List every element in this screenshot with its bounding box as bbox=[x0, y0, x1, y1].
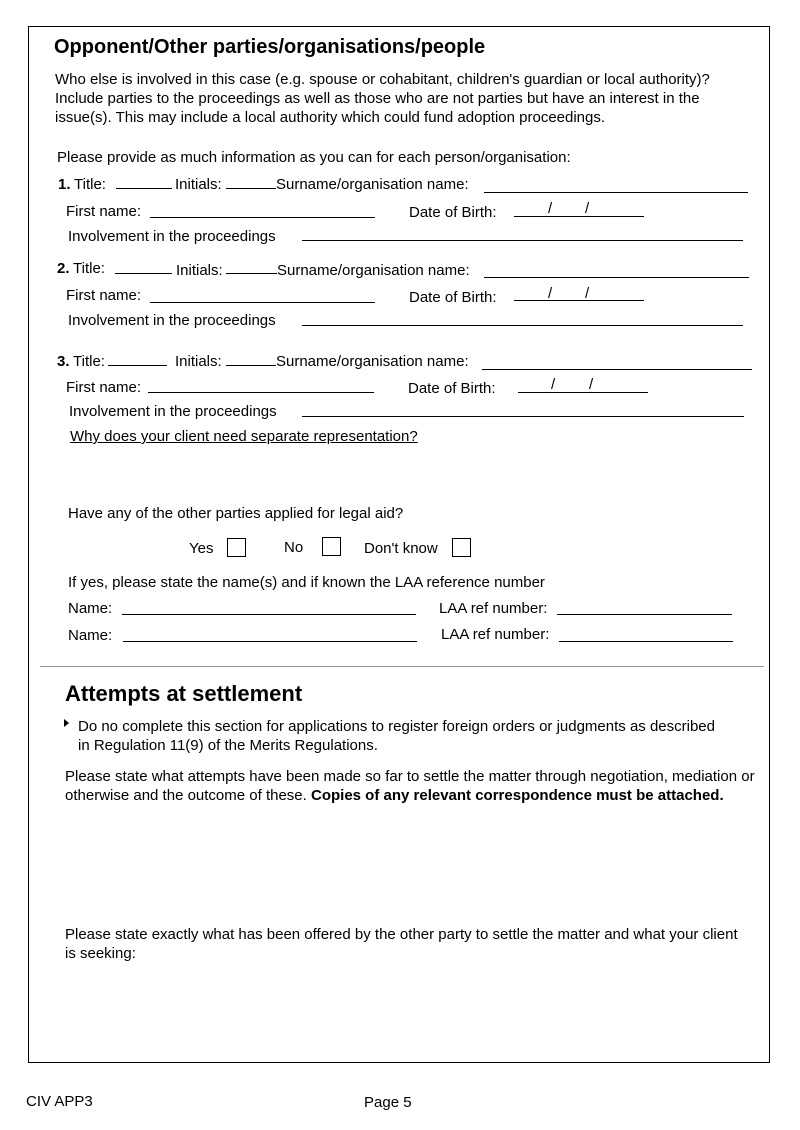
title-field[interactable] bbox=[115, 273, 172, 274]
first-name-label: First name: bbox=[66, 203, 142, 220]
settlement-bullet-text: Do no complete this section for applications to register foreign orders or judgments as described in Regulation 11(9) of the Merits Regulations. bbox=[78, 718, 715, 754]
settlement-attempts-question bbox=[65, 767, 755, 805]
laa-ref-field-2[interactable] bbox=[559, 641, 733, 642]
surname-field[interactable] bbox=[484, 277, 749, 278]
involvement-field[interactable] bbox=[302, 325, 743, 326]
dob-separator: / bbox=[548, 285, 553, 302]
name-label: Name: bbox=[68, 600, 113, 617]
entry-number: 2. bbox=[57, 260, 70, 277]
no-label: No bbox=[284, 539, 304, 556]
dob-field[interactable] bbox=[518, 392, 648, 393]
settlement-offered-question: Please state exactly what has been offered by the other party to settle the matter and what your client is seeking: bbox=[65, 926, 738, 962]
involvement-label: Involvement in the proceedings bbox=[68, 312, 276, 329]
initials-label: Initials: bbox=[176, 262, 223, 279]
involvement-label: Involvement in the proceedings bbox=[68, 228, 276, 245]
name-field-2[interactable] bbox=[123, 641, 417, 642]
dob-field[interactable] bbox=[514, 216, 644, 217]
opponent-instruction: Please provide as much information as you can for each person/organisation: bbox=[57, 149, 571, 166]
attempts-text: Please state what attempts have been made so far to settle the matter through negotiation, mediation or otherwise and the outcome of these. bbox=[65, 768, 755, 804]
initials-field[interactable] bbox=[226, 365, 276, 366]
attempts-bold-text: Copies of any relevant correspondence must be attached. bbox=[311, 787, 724, 804]
title-label: Title: bbox=[73, 353, 105, 370]
legal-aid-question: Have any of the other parties applied for legal aid? bbox=[68, 505, 404, 522]
involvement-label: Involvement in the proceedings bbox=[69, 403, 277, 420]
laa-ref-label: LAA ref number: bbox=[441, 626, 550, 643]
first-name-field[interactable] bbox=[150, 302, 375, 303]
title-label: Title: bbox=[73, 260, 105, 277]
dob-label: Date of Birth: bbox=[408, 380, 496, 397]
initials-field[interactable] bbox=[226, 188, 276, 189]
name-field-1[interactable] bbox=[122, 614, 416, 615]
page-number: Page 5 bbox=[364, 1094, 412, 1111]
surname-field[interactable] bbox=[482, 369, 752, 370]
dob-field[interactable] bbox=[514, 300, 644, 301]
separate-representation-question: Why does your client need separate representation? bbox=[70, 428, 418, 445]
title-field[interactable] bbox=[108, 365, 167, 366]
first-name-label: First name: bbox=[66, 379, 142, 396]
involvement-field[interactable] bbox=[302, 416, 744, 417]
dob-label: Date of Birth: bbox=[409, 204, 497, 221]
dont-know-checkbox[interactable] bbox=[452, 538, 471, 557]
dont-know-label: Don't know bbox=[364, 540, 438, 557]
first-name-field[interactable] bbox=[150, 217, 375, 218]
first-name-field[interactable] bbox=[148, 392, 374, 393]
surname-label: Surname/organisation name: bbox=[276, 176, 469, 193]
name-label: Name: bbox=[68, 627, 113, 644]
opponent-intro: Who else is involved in this case (e.g. spouse or cohabitant, children's guardian or local authority)? Include parties to the proceedings as well as those who are not parties but have an interest in the issue(s). This may include a local authority which could fund adoption proceedings. bbox=[55, 71, 710, 126]
opponent-heading: Opponent/Other parties/organisations/people bbox=[54, 36, 486, 58]
form-code: CIV APP3 bbox=[26, 1093, 93, 1110]
surname-field[interactable] bbox=[484, 192, 748, 193]
section-divider bbox=[40, 666, 764, 667]
dob-separator: / bbox=[585, 200, 590, 217]
dob-separator: / bbox=[585, 285, 590, 302]
dob-label: Date of Birth: bbox=[409, 289, 497, 306]
if-yes-instruction: If yes, please state the name(s) and if known the LAA reference number bbox=[68, 574, 545, 591]
yes-checkbox[interactable] bbox=[227, 538, 246, 557]
initials-label: Initials: bbox=[175, 176, 222, 193]
no-checkbox[interactable] bbox=[322, 537, 341, 556]
dob-separator: / bbox=[589, 376, 594, 393]
bullet-arrow-icon bbox=[64, 719, 69, 727]
entry-number: 3. bbox=[57, 353, 70, 370]
yes-label: Yes bbox=[189, 540, 214, 557]
initials-label: Initials: bbox=[175, 353, 222, 370]
initials-field[interactable] bbox=[226, 273, 277, 274]
dob-separator: / bbox=[551, 376, 556, 393]
entry-number: 1. bbox=[58, 176, 71, 193]
laa-ref-field-1[interactable] bbox=[557, 614, 732, 615]
first-name-label: First name: bbox=[66, 287, 142, 304]
settlement-heading: Attempts at settlement bbox=[65, 681, 303, 706]
involvement-field[interactable] bbox=[302, 240, 743, 241]
title-field[interactable] bbox=[116, 188, 172, 189]
surname-label: Surname/organisation name: bbox=[276, 353, 469, 370]
laa-ref-label: LAA ref number: bbox=[439, 600, 548, 617]
dob-separator: / bbox=[548, 200, 553, 217]
surname-label: Surname/organisation name: bbox=[277, 262, 470, 279]
title-label: Title: bbox=[74, 176, 106, 193]
